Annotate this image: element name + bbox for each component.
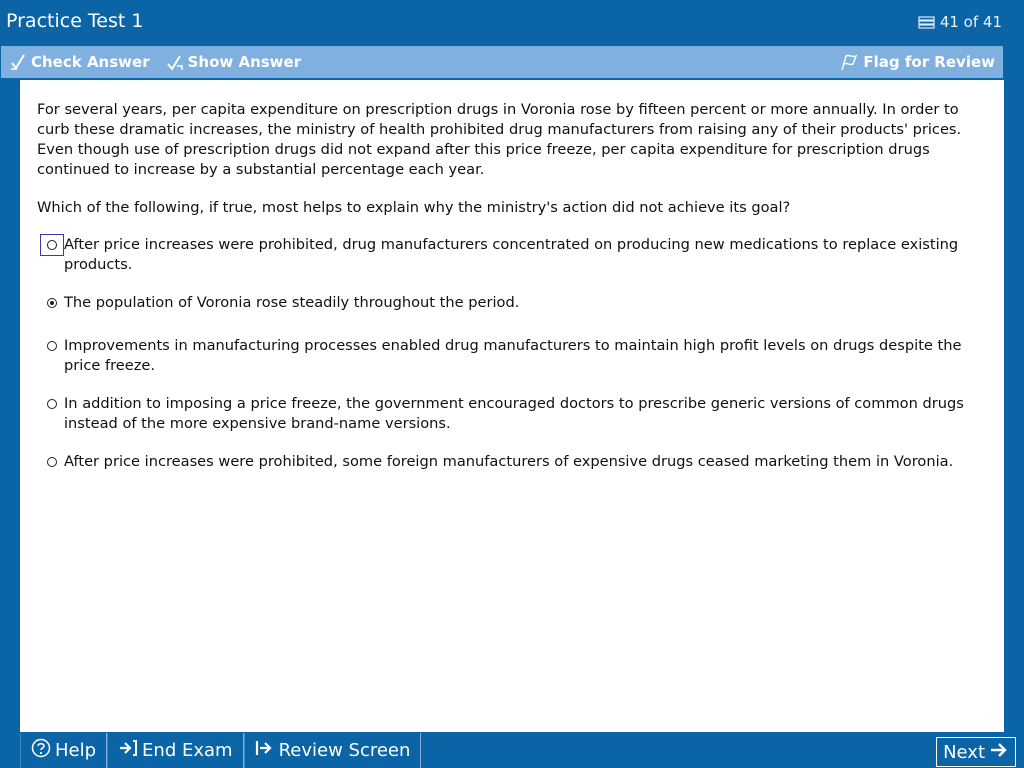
- answer-choice-c[interactable]: [40, 336, 980, 376]
- toolbar: [1, 46, 1003, 78]
- answer-choice-d[interactable]: [40, 394, 980, 434]
- radio-button-selected[interactable]: [47, 298, 57, 308]
- answer-choice-b[interactable]: [40, 293, 980, 314]
- progress-text: 41 of 41: [939, 13, 1002, 31]
- choice-text: After price increases were prohibited, some foreign manufacturers of expensive drugs ceased marketing them in Voronia.: [64, 453, 954, 470]
- review-screen-label: Review Screen: [278, 740, 411, 761]
- review-screen-icon: [255, 739, 275, 762]
- show-answer-icon: [166, 53, 184, 71]
- flag-for-review-button[interactable]: [831, 46, 1003, 78]
- focus-ring: [40, 234, 64, 256]
- end-exam-label: End Exam: [142, 740, 233, 761]
- show-answer-button[interactable]: [158, 46, 310, 78]
- question-stimulus: For several years, per capita expenditure on prescription drugs in Voronia rose by fifteen percent or more annually. In order to curb these dramatic increases, the ministry of health prohibited drug manufacturers from raising any of their products' prices. Even though use of prescription drugs did not expand after this price freeze, per capita expenditure for prescription drugs continued to increase by a substantial percentage each year.: [37, 101, 962, 178]
- progress-icon: [918, 15, 936, 29]
- answer-choice-a[interactable]: [40, 235, 980, 275]
- question-stem: Which of the following, if true, most helps to explain why the ministry's action did not achieve its goal?: [37, 199, 791, 216]
- radio-button[interactable]: [47, 457, 57, 467]
- next-button[interactable]: [936, 737, 1016, 767]
- radio-button[interactable]: [47, 399, 57, 409]
- answer-choice-e[interactable]: [40, 452, 980, 473]
- radio-wrap: [40, 292, 64, 314]
- help-icon: [31, 738, 51, 763]
- radio-wrap: [40, 335, 64, 357]
- radio-button[interactable]: [47, 341, 57, 351]
- radio-wrap: [40, 393, 64, 415]
- show-answer-label: Show Answer: [187, 53, 302, 71]
- check-answer-label: Check Answer: [31, 53, 150, 71]
- flag-for-review-label: Flag for Review: [863, 53, 995, 71]
- choice-text: After price increases were prohibited, drug manufacturers concentrated on producing new medications to replace existing products.: [64, 236, 959, 273]
- choice-text: Improvements in manufacturing processes enabled drug manufacturers to maintain high profit levels on drugs despite the price freeze.: [64, 337, 962, 374]
- page-title: Practice Test 1: [6, 10, 144, 32]
- flag-icon: [839, 52, 859, 72]
- next-label: Next: [943, 741, 985, 763]
- radio-wrap: [40, 451, 64, 473]
- bottom-spacer: [421, 733, 936, 768]
- end-exam-icon: [118, 739, 138, 762]
- choice-text: The population of Voronia rose steadily throughout the period.: [64, 294, 520, 311]
- review-screen-button[interactable]: [244, 733, 422, 768]
- help-label: Help: [55, 740, 97, 761]
- choice-text: In addition to imposing a price freeze, the government encouraged doctors to prescribe generic versions of common drugs instead of the more expensive brand-name versions.: [64, 395, 964, 432]
- question-pane: [20, 80, 1004, 732]
- check-icon: [9, 53, 27, 71]
- radio-button[interactable]: [47, 240, 57, 250]
- end-exam-button[interactable]: [107, 733, 244, 768]
- title-bar: [0, 0, 1024, 44]
- check-answer-button[interactable]: [1, 46, 158, 78]
- question-progress: [918, 13, 1002, 31]
- help-button[interactable]: [20, 733, 107, 768]
- arrow-right-icon: [989, 741, 1009, 764]
- bottom-bar: [20, 733, 1024, 768]
